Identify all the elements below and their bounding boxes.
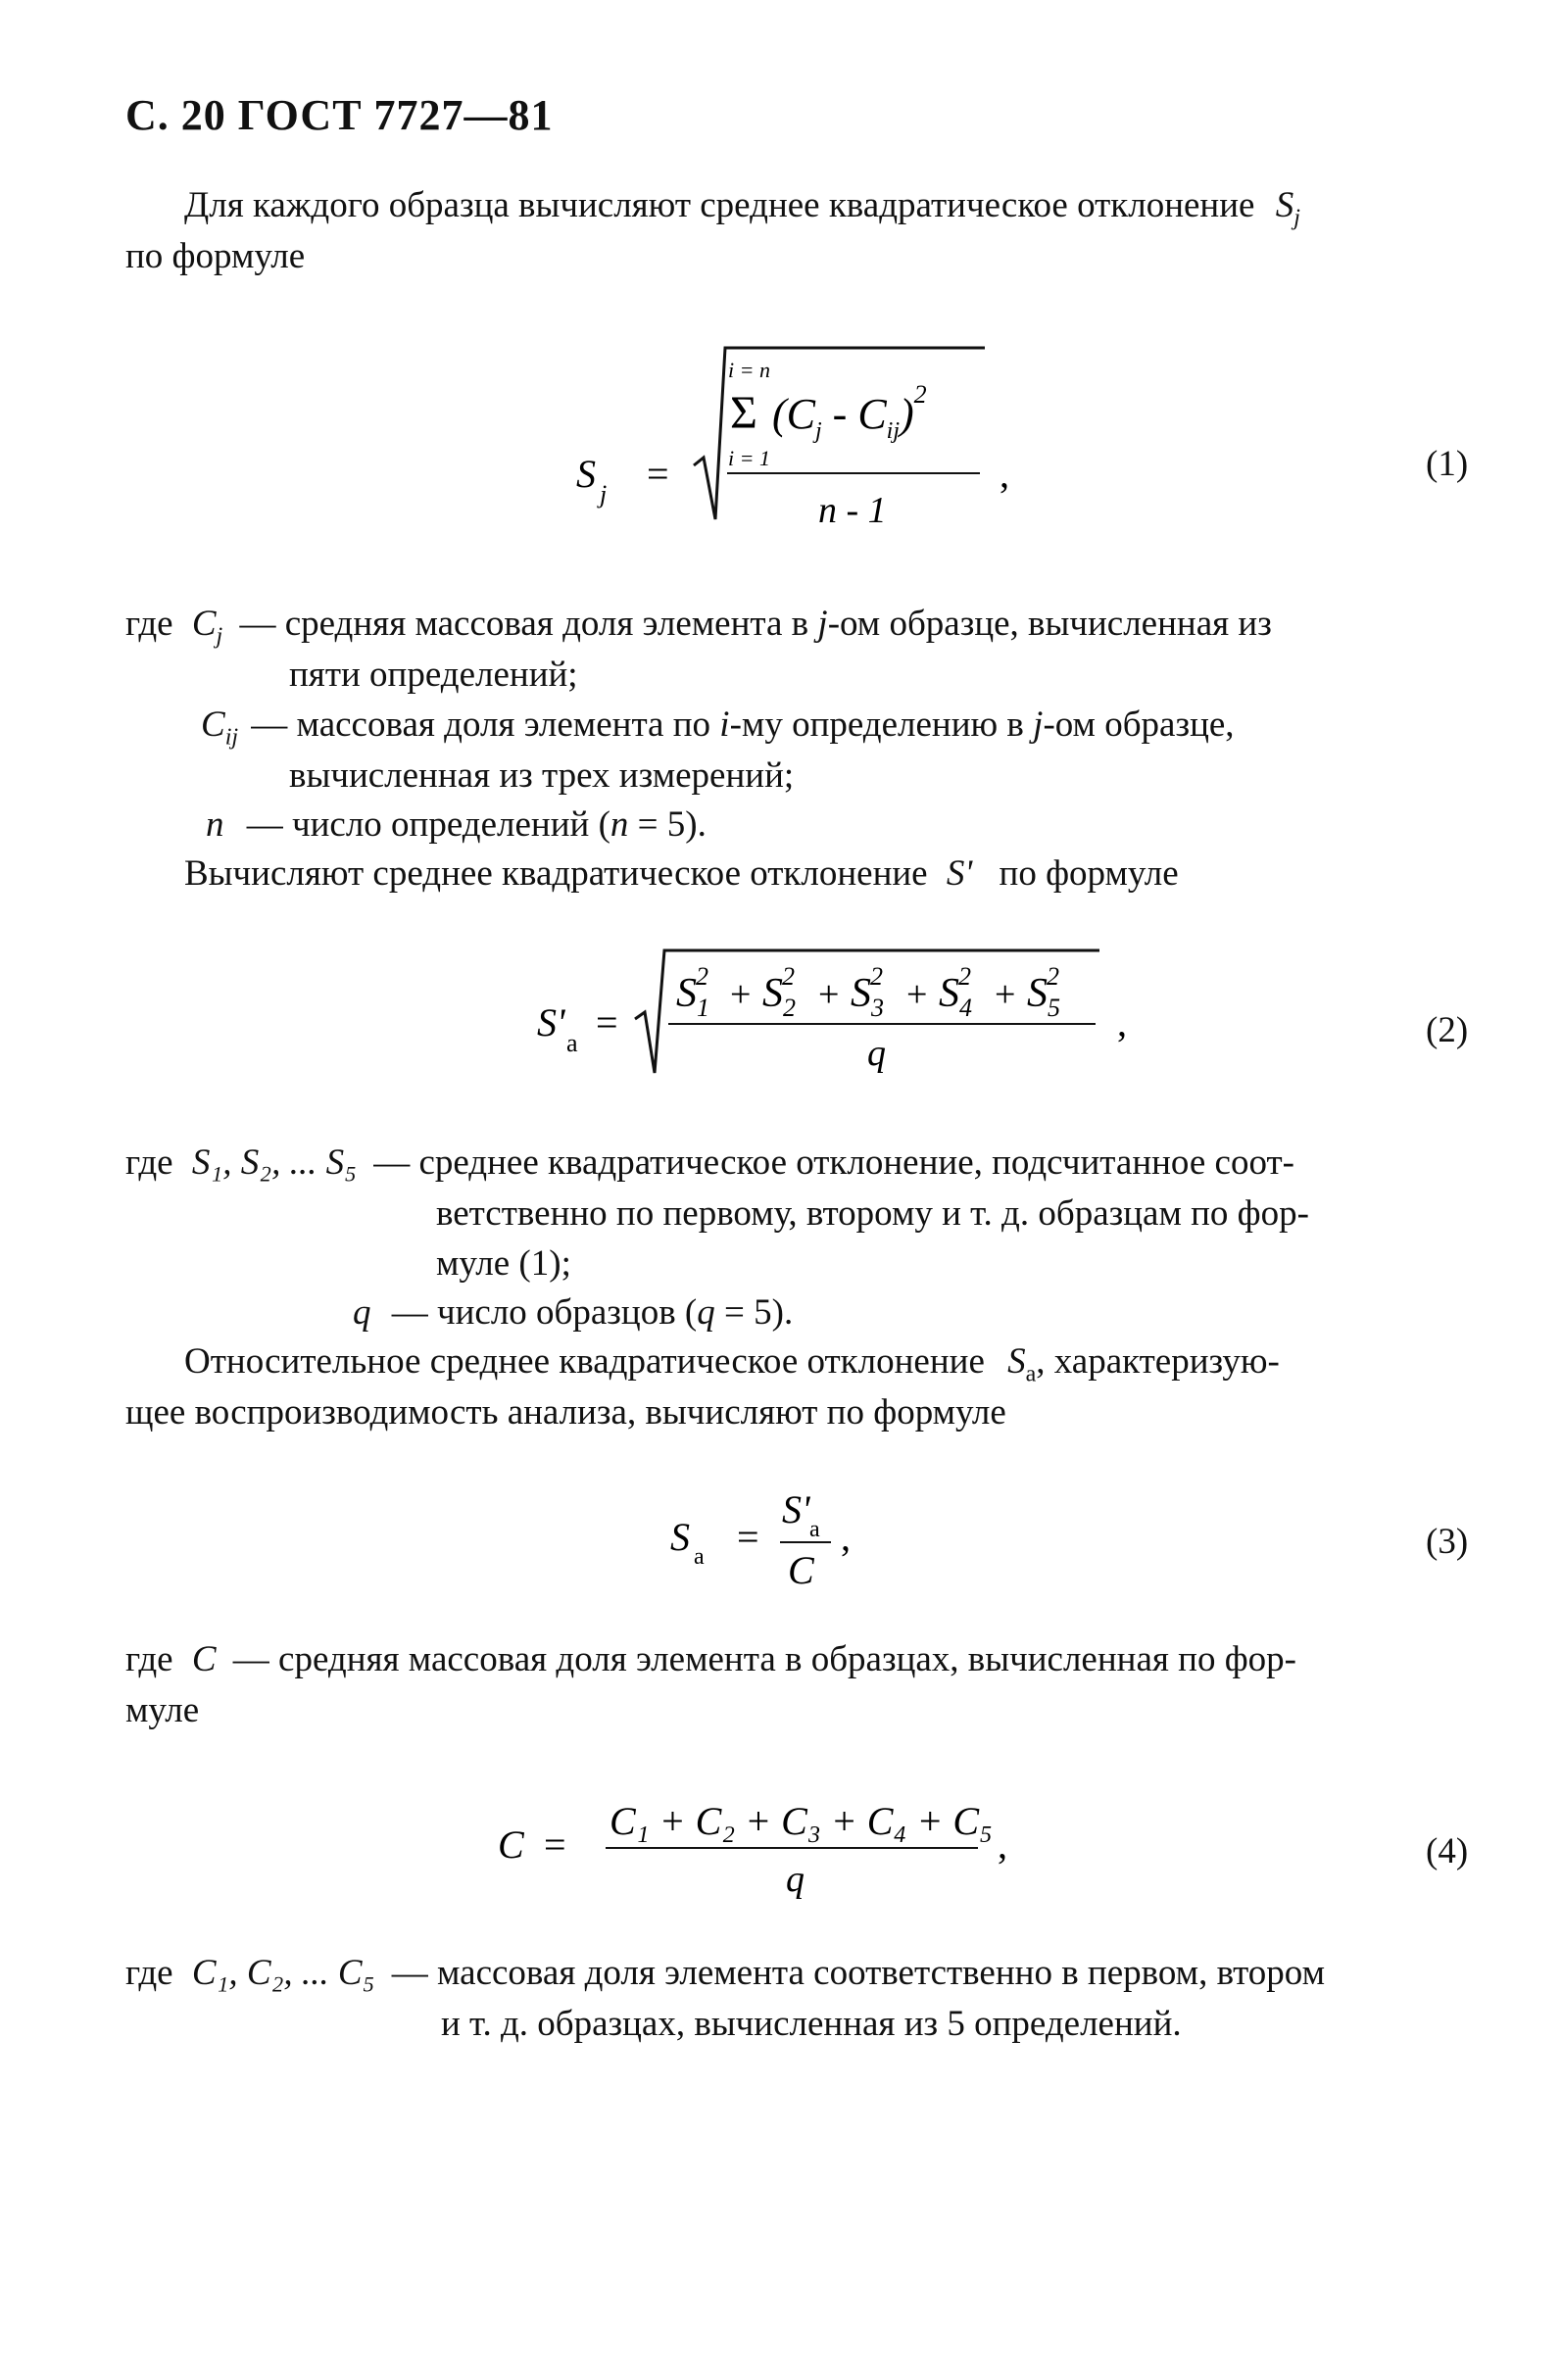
def1-row-3	[206, 803, 707, 846]
paragraph-1-var-sub: j	[1293, 205, 1300, 231]
paragraph-5-line-1	[125, 1952, 1325, 1994]
paragraph-1-line-1	[184, 184, 1300, 231]
def5-dash: —	[391, 1292, 428, 1333]
def1-var-sub: j	[216, 623, 223, 650]
def1-row-2	[201, 704, 1235, 751]
eq4-comma: ,	[998, 1822, 1007, 1867]
def1-var: C	[191, 604, 217, 644]
def2-row-1-cont-2: муле (1);	[436, 1243, 571, 1284]
eq4-numerator: C₁ + C₂ + C₃ + C₄ + C₅	[610, 1799, 993, 1843]
eq1-num-close: )	[900, 390, 914, 438]
eq1-num-minus: - C	[821, 390, 887, 438]
eq2-comma: ,	[1117, 1000, 1127, 1044]
equation-4	[490, 1783, 1039, 1911]
eq2-term-2: $S_22$	[762, 962, 796, 1022]
def3-text1: число определений (	[292, 804, 610, 845]
eq4-number: (4)	[1426, 1831, 1469, 1871]
def4-prefix: где	[125, 1142, 173, 1183]
eq3-lhs: S	[670, 1515, 690, 1559]
paragraph-2-var: S'	[946, 853, 973, 894]
def2-row-1-cont-1: ветственно по первому, второму и т. д. образцам по фор-	[436, 1193, 1309, 1234]
eq1-number: (1)	[1426, 444, 1469, 484]
def1-text2: -ом образце, вычисленная из	[827, 604, 1272, 644]
eq2-term-4: $S_42$	[939, 962, 972, 1022]
eq1-num-pow: 2	[913, 380, 927, 409]
paragraph-1-text: Для каждого образца вычисляют среднее квадратическое отклонение	[184, 185, 1255, 225]
def3-text2: = 5).	[628, 804, 707, 845]
paragraph-1-line-2: по формуле	[125, 236, 306, 276]
eq2-number: (2)	[1426, 1010, 1469, 1050]
eq3-comma: ,	[841, 1515, 851, 1559]
def1-row-1-cont: пяти определений;	[289, 655, 578, 695]
def4-vars: S₁, S₂, ... S₅	[191, 1142, 357, 1183]
eq1-equals: =	[647, 452, 669, 496]
def2-itvar: i	[719, 704, 730, 745]
eq4-equals: =	[544, 1822, 566, 1867]
paragraph-5-vars: C₁, C₂, ... C₅	[191, 1953, 375, 1993]
eq4-lhs: C	[498, 1822, 524, 1867]
eq1-sum-top: i = n	[728, 358, 770, 382]
def5-text1: число образцов (	[437, 1292, 698, 1333]
paragraph-4-prefix: где	[125, 1639, 173, 1679]
def4-text1: среднее квадратическое отклонение, подсчитанное соот-	[418, 1142, 1294, 1183]
def2-var-sub: ij	[224, 724, 239, 751]
def1-dash: —	[239, 604, 276, 644]
paragraph-4-line-1	[125, 1638, 1296, 1680]
paragraph-3-text2: , характеризую-	[1036, 1341, 1280, 1382]
def2-text1: массовая доля элемента по	[296, 704, 720, 745]
def2-text2: -му определению в	[729, 704, 1034, 745]
eq2-term-1: $S_12$	[676, 962, 709, 1022]
eq2-plus-1: +	[730, 974, 752, 1015]
eq1-sum-symbol: Σ	[730, 387, 757, 439]
eq3-numerator: S'	[782, 1487, 810, 1531]
def1-text1: средняя массовая доля элемента в	[284, 604, 818, 644]
def1-row-1	[125, 603, 1272, 650]
eq2-plus-4: +	[995, 974, 1016, 1015]
paragraph-4-dash: —	[232, 1639, 269, 1679]
def3-dash: —	[246, 804, 283, 845]
paragraph-3-var: S	[1007, 1341, 1026, 1382]
equation-3	[666, 1480, 882, 1607]
eq1-comma: ,	[1000, 452, 1009, 496]
paragraph-1-var: S	[1275, 185, 1294, 225]
def5-var: q	[353, 1292, 371, 1333]
def2-row-1	[125, 1141, 1294, 1184]
paragraph-4-line-2: муле	[125, 1690, 200, 1730]
paragraph-4-text1: средняя массовая доля элемента в образцах, вычисленная по фор-	[278, 1639, 1296, 1679]
def3-var: n	[206, 804, 224, 845]
eq1-num-sub-j: j	[815, 418, 822, 444]
def2-var: C	[201, 704, 225, 745]
eq1-lhs-sub: j	[600, 480, 608, 509]
eq2-lhs-sub: a	[566, 1029, 578, 1057]
eq3-num-sub: a	[809, 1517, 820, 1542]
paragraph-5-text1: массовая доля элемента соответственно в первом, втором	[436, 1953, 1326, 1993]
paragraph-3-line-1	[184, 1340, 1280, 1387]
eq3-number: (3)	[1426, 1522, 1469, 1562]
paragraph-5-dash: —	[391, 1953, 428, 1993]
eq2-plus-2: +	[818, 974, 840, 1015]
def2-dash: —	[251, 704, 288, 745]
def1-prefix: где	[125, 604, 173, 644]
def4-dash: —	[373, 1142, 411, 1183]
eq1-lhs: S	[576, 452, 596, 496]
def5-text2: = 5).	[714, 1292, 794, 1333]
eq1-num-sub-ij: ij	[886, 418, 901, 444]
eq3-denominator: C	[788, 1548, 814, 1592]
def2-itvar2: j	[1033, 704, 1044, 745]
eq2-plus-3: +	[906, 974, 928, 1015]
eq2-term-3: $S_32$	[851, 962, 884, 1022]
page-header: С. 20 ГОСТ 7727—81	[125, 91, 554, 139]
eq2-equals: =	[596, 1000, 618, 1044]
eq1-denominator: n - 1	[818, 490, 887, 531]
eq1-numerator	[772, 380, 927, 444]
eq2-numerator	[676, 962, 1060, 1022]
paragraph-2-text2: по формуле	[999, 853, 1179, 894]
eq3-equals: =	[737, 1515, 759, 1559]
paragraph-3-var-sub: a	[1025, 1361, 1037, 1387]
paragraph-2	[184, 852, 1179, 895]
paragraph-4-var: C	[191, 1639, 217, 1679]
paragraph-5-prefix: где	[125, 1953, 173, 1993]
eq2-denominator: q	[867, 1033, 886, 1074]
equation-2	[529, 946, 1156, 1083]
eq3-lhs-sub: a	[694, 1544, 705, 1570]
eq4-denominator: q	[786, 1859, 805, 1900]
def2-row-2	[353, 1291, 793, 1334]
def5-itvar: q	[697, 1292, 715, 1333]
paragraph-5-line-2: и т. д. образцах, вычисленная из 5 определений.	[441, 2004, 1182, 2044]
equation-1	[549, 338, 1058, 534]
def1-itvar: j	[817, 604, 828, 644]
eq1-sum-bottom: i = 1	[728, 446, 770, 470]
paragraph-3-line-2: щее воспроизводимость анализа, вычисляют по формуле	[125, 1392, 1006, 1433]
def1-row-2-cont: вычисленная из трех измерений;	[289, 755, 795, 796]
paragraph-2-text1: Вычисляют среднее квадратическое отклонение	[184, 853, 928, 894]
paragraph-3-text1: Относительное среднее квадратическое отклонение	[184, 1341, 985, 1382]
def3-itvar: n	[610, 804, 629, 845]
eq2-lhs: S'	[537, 1000, 565, 1044]
eq1-num-open: (C	[772, 390, 815, 438]
eq2-term-5: $S_52$	[1027, 962, 1060, 1022]
def2-text3: -ом образце,	[1043, 704, 1235, 745]
